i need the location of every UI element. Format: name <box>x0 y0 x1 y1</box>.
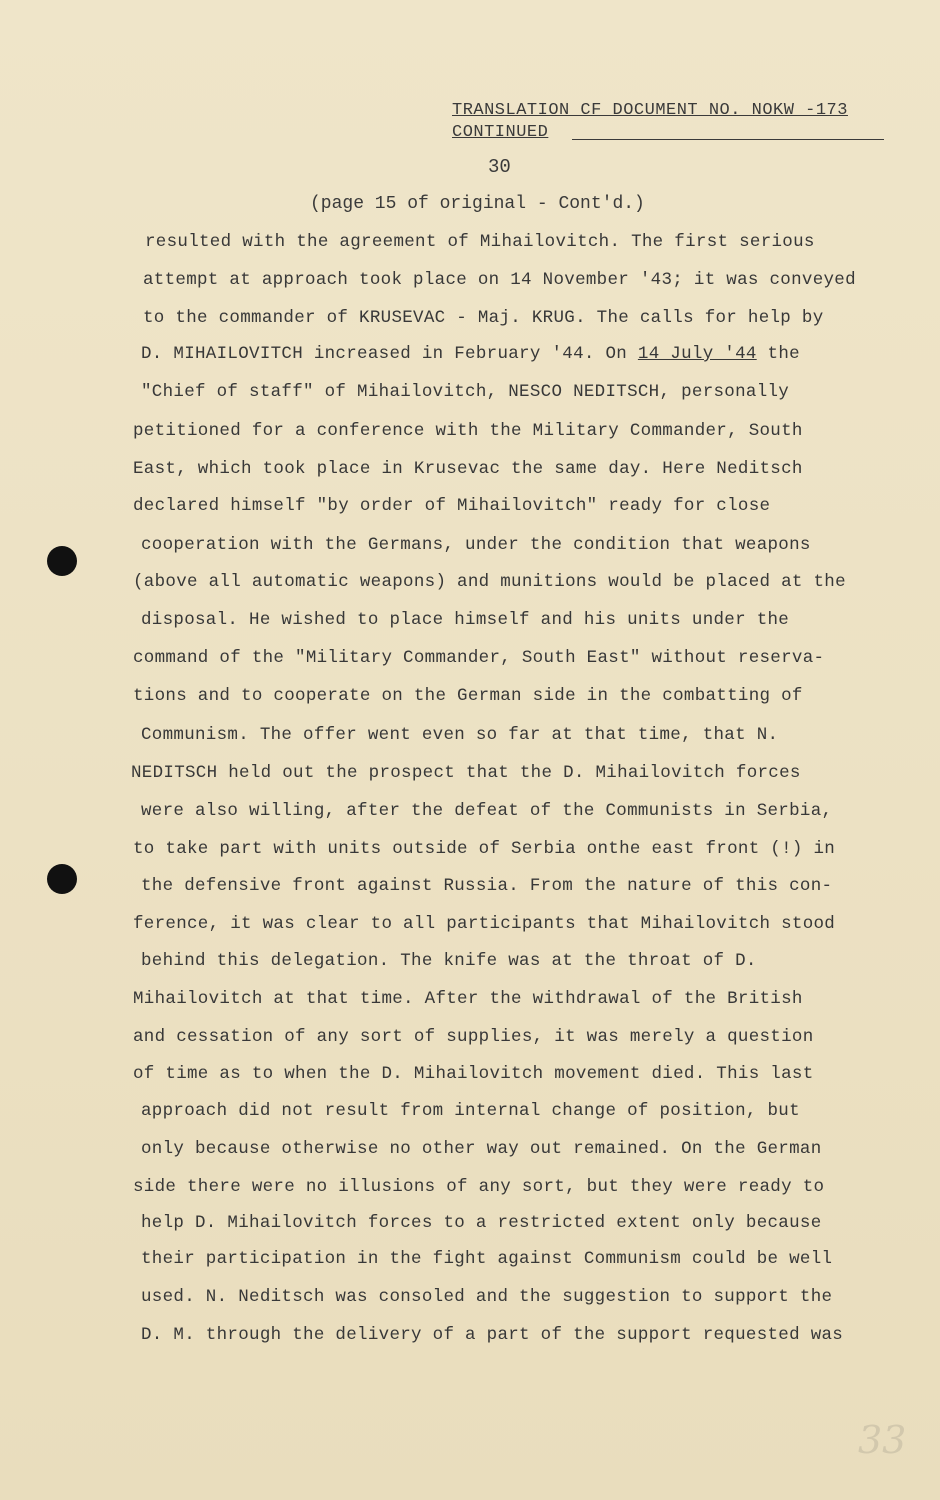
body-line: NEDITSCH held out the prospect that the D. Mihailovitch forces <box>131 763 801 783</box>
body-line: Mihailovitch at that time. After the withdrawal of the British <box>133 989 803 1009</box>
body-line: Communism. The offer went even so far at that time, that N. <box>141 725 779 745</box>
body-line: used. N. Neditsch was consoled and the suggestion to support the <box>141 1287 833 1307</box>
body-line: attempt at approach took place on 14 November '43; it was conveyed <box>143 270 856 290</box>
body-line: only because otherwise no other way out remained. On the German <box>141 1139 822 1159</box>
body-line: were also willing, after the defeat of the Communists in Serbia, <box>141 801 833 821</box>
body-line: side there were no illusions of any sort, but they were ready to <box>133 1177 825 1197</box>
body-line: tions and to cooperate on the German side in the combatting of <box>133 686 803 706</box>
page-stamp: 33 <box>858 1418 907 1462</box>
body-line: of time as to when the D. Mihailovitch movement died. This last <box>133 1064 814 1084</box>
body-line: East, which took place in Krusevac the same day. Here Neditsch <box>133 459 803 479</box>
body-line: and cessation of any sort of supplies, it was merely a question <box>133 1027 814 1047</box>
body-line: cooperation with the Germans, under the condition that weapons <box>141 535 811 555</box>
body-line: command of the "Military Commander, South East" without reserva- <box>133 648 825 668</box>
body-line: behind this delegation. The knife was at the throat of D. <box>141 951 757 971</box>
body-line: to the commander of KRUSEVAC - Maj. KRUG. The calls for help by <box>143 308 824 328</box>
body-line: ference, it was clear to all participants that Mihailovitch stood <box>133 914 836 934</box>
body-line: resulted with the agreement of Mihailovitch. The first serious <box>145 232 815 252</box>
header-rule <box>572 139 884 140</box>
body-line: "Chief of staff" of Mihailovitch, NESCO NEDITSCH, personally <box>141 382 790 402</box>
body-line: help D. Mihailovitch forces to a restricted extent only because <box>141 1213 822 1233</box>
punch-hole-top <box>47 546 77 576</box>
body-line: disposal. He wished to place himself and his units under the <box>141 610 790 630</box>
document-header <box>452 100 884 144</box>
page-number: 30 <box>488 156 511 178</box>
date-underlined: 14 July '44 <box>637 344 757 364</box>
body-line: petitioned for a conference with the Military Commander, South <box>133 421 803 441</box>
body-line: to take part with units outside of Serbia onthe east front (!) in <box>133 839 836 859</box>
body-line: their participation in the fight against Communism could be well <box>141 1249 833 1269</box>
body-line: the defensive front against Russia. From the nature of this con- <box>141 876 833 896</box>
page-subheading: (page 15 of original - Cont'd.) <box>310 194 645 214</box>
body-line: (above all automatic weapons) and munitions would be placed at the <box>133 572 846 592</box>
body-line: approach did not result from internal change of position, but <box>141 1101 800 1121</box>
header-title: TRANSLATION CF DOCUMENT NO. NOKW -173 <box>452 101 848 120</box>
punch-hole-bottom <box>47 864 77 894</box>
header-continued: CONTINUED <box>452 122 884 144</box>
body-line: declared himself "by order of Mihailovitch" ready for close <box>133 496 771 516</box>
body-line: D. M. through the delivery of a part of the support requested was <box>141 1325 844 1345</box>
body-line: D. MIHAILOVITCH increased in February '44. On 14 July '44 the <box>141 344 800 364</box>
